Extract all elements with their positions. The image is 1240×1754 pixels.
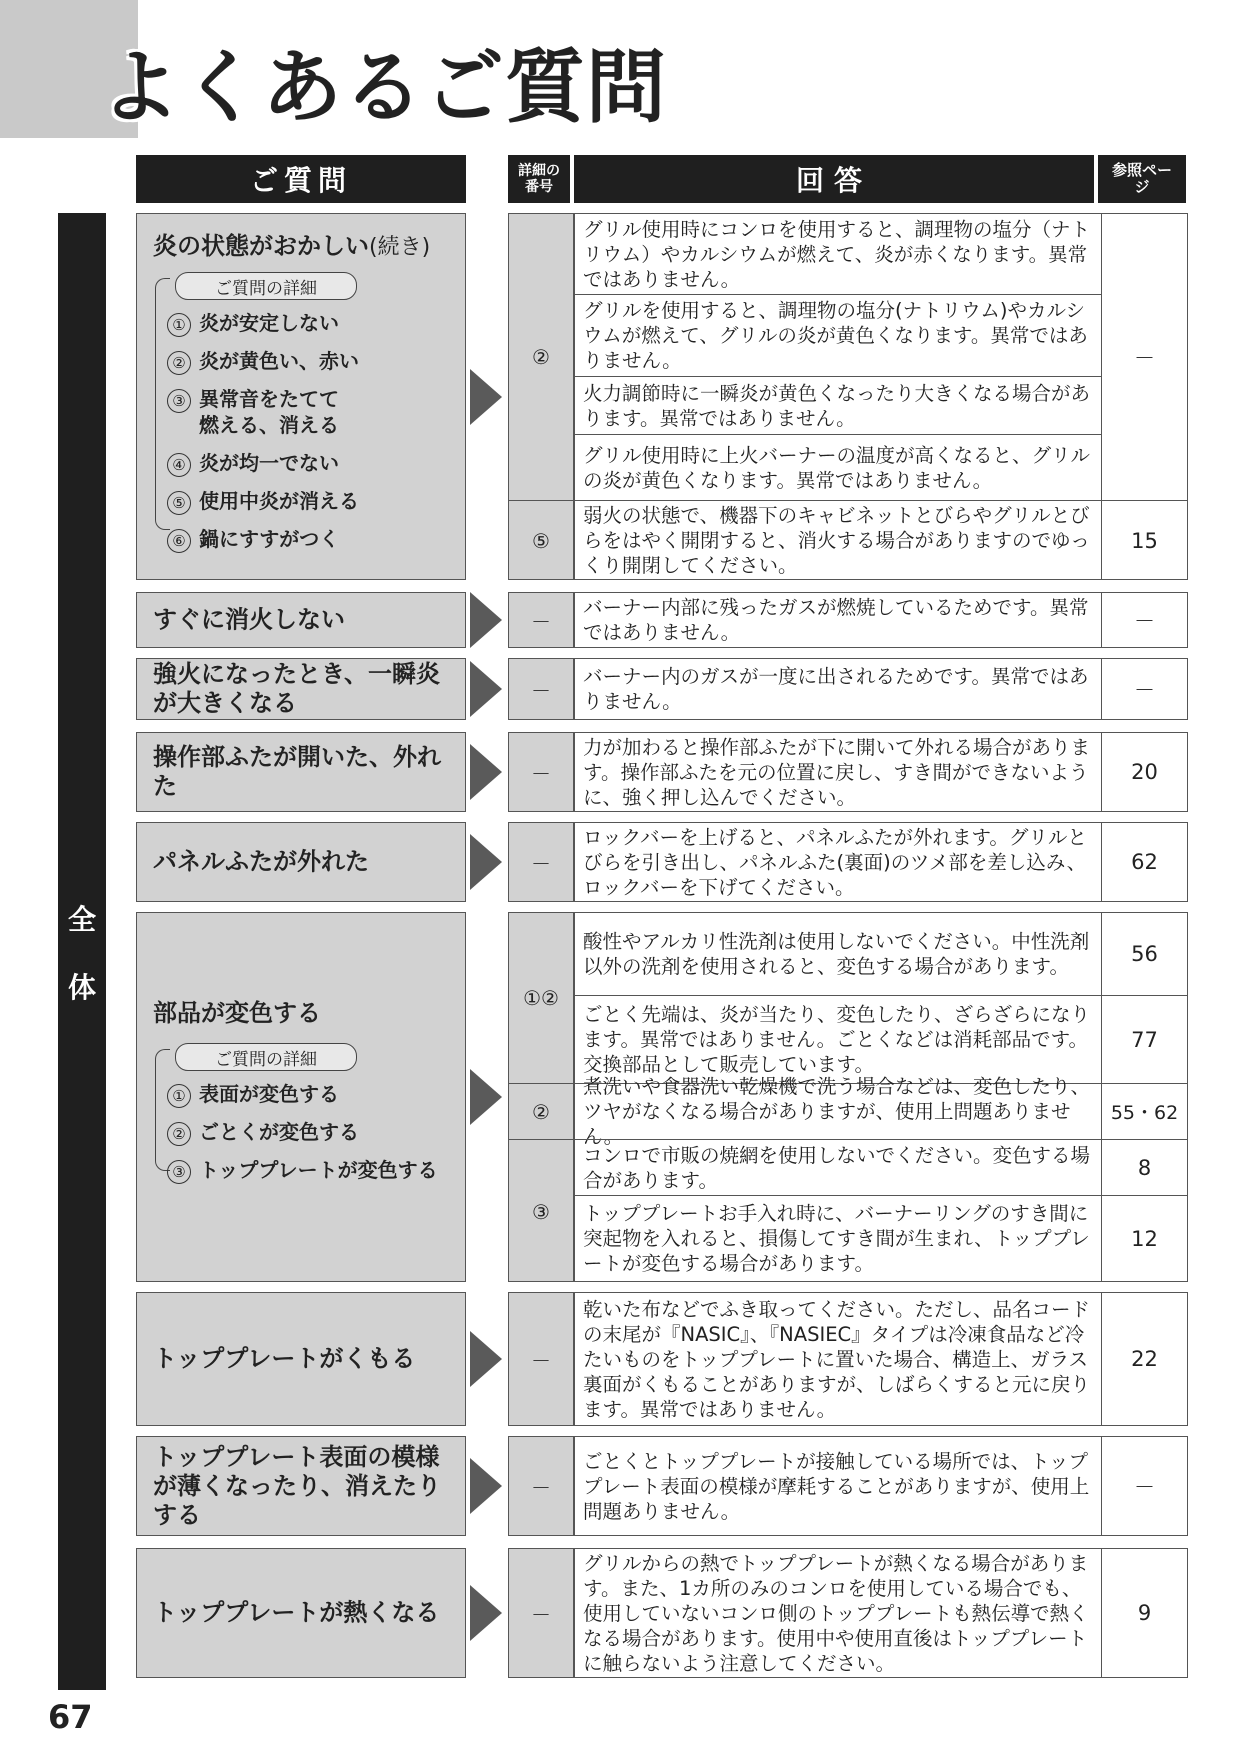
detail-no: － — [508, 1292, 574, 1426]
detail-no: － — [508, 732, 574, 812]
side-label — [58, 213, 106, 1690]
detail-no: － — [508, 658, 574, 720]
faq-flame-flare — [136, 658, 1186, 720]
question-text: トッププレートがくもる — [153, 1344, 416, 1373]
detail-no: ③ — [509, 1139, 573, 1283]
ref-page: 12 — [1102, 1195, 1187, 1281]
faq-pattern-wear — [136, 1436, 1186, 1536]
ref-page: 56 — [1131, 942, 1158, 966]
detail-item — [167, 348, 359, 375]
detail-text: 使用中炎が消える — [199, 489, 359, 513]
detail-no: － — [508, 592, 574, 648]
detail-item — [167, 310, 339, 337]
question-cell — [136, 822, 466, 902]
faq-control-cover — [136, 732, 1186, 812]
detail-number: ⑤ — [167, 491, 191, 515]
question-text: トッププレート表面の模様が薄くなったり、消えたりする — [153, 1442, 441, 1529]
answer-text: バーナー内のガスが一度に出されるためです。異常ではありません。 — [583, 665, 1089, 713]
ref-page: 20 — [1131, 760, 1158, 784]
answer-text: 酸性やアルカリ性洗剤は使用しないでください。中性洗剤以外の洗剤を使用されると、変色する場合があります。 — [583, 930, 1090, 978]
ref-page: 55・62 — [1102, 1083, 1187, 1139]
answer-text: グリル使用時にコンロを使用すると、調理物の塩分（ナトリウム）やカルシウムが燃えて、炎が赤くなります。異常ではありません。 — [583, 217, 1091, 291]
detail-item — [167, 450, 339, 477]
detail-number: ② — [167, 351, 191, 375]
page-number: 67 — [48, 1698, 93, 1736]
detail-item — [167, 1157, 438, 1184]
question-text: トッププレートが熱くなる — [153, 1598, 440, 1627]
answer-text: グリルからの熱でトッププレートが熱くなる場合があります。また、1カ所のみのコンロを使用している場合でも、使用していないコンロ側のトッププレートも熱伝導で熱くなる場合があります。使用中や使用直後はトッププレートに触らないよう注意してください。 — [583, 1551, 1089, 1675]
detail-no-cell — [508, 213, 574, 580]
ref-cell — [1102, 912, 1188, 1282]
question-text: すぐに消火しない — [153, 605, 345, 634]
detail-no: ② — [532, 345, 550, 369]
side-label-char: 体 — [67, 970, 96, 1004]
detail-text: トッププレートが変色する — [199, 1158, 438, 1182]
ref-cell — [1102, 1292, 1188, 1426]
answer-cell — [574, 592, 1102, 648]
answer-cell — [574, 822, 1102, 902]
arrow-icon — [470, 1331, 502, 1387]
faq-discoloration — [136, 912, 1186, 1282]
arrow-icon — [470, 1069, 502, 1125]
ref-page: 62 — [1131, 850, 1158, 874]
arrow-icon — [470, 592, 502, 648]
detail-bracket — [155, 1049, 170, 1171]
question-suffix: (続き) — [369, 235, 431, 260]
arrow-icon — [470, 1585, 502, 1641]
side-label-char: 全 — [67, 902, 96, 936]
detail-text: 鍋にすすがつく — [199, 527, 340, 551]
question-cell — [136, 592, 466, 648]
detail-no: － — [508, 822, 574, 902]
detail-number: ③ — [167, 1160, 191, 1184]
question-cell — [136, 1548, 466, 1678]
answer-cell — [574, 1292, 1102, 1426]
ref-cell — [1102, 213, 1188, 580]
detail-no: － — [508, 1548, 574, 1678]
detail-no-cell — [508, 912, 574, 1282]
ref-page: 15 — [1102, 500, 1187, 580]
answer-text: ロックバーを上げると、パネルふたが外れます。グリルとびらを引き出し、パネルふた(裏面)のツメ部を差し込み、ロックバーを下げてください。 — [583, 825, 1087, 899]
faq-panel-cover — [136, 822, 1186, 902]
ref-page: 77 — [1102, 995, 1187, 1083]
faq-top-plate-hot — [136, 1548, 1186, 1678]
detail-number: ⑥ — [167, 529, 191, 553]
answer-cell — [574, 1548, 1102, 1678]
detail-item — [167, 1081, 339, 1108]
answer-text: 煮洗いや食器洗い乾燥機で洗う場合などは、変色したり、ツヤがなくなる場合がありますが、使用上問題ありません。 — [575, 1083, 1101, 1139]
arrow-icon — [470, 1458, 502, 1514]
faq-flame-state — [136, 213, 1186, 580]
detail-item — [167, 386, 339, 413]
header-question: ご質問 — [136, 155, 466, 203]
detail-text: 表面が変色する — [199, 1082, 339, 1106]
detail-no: ② — [509, 1083, 573, 1139]
answer-text: コンロで市販の焼網を使用しないでください。変色する場合があります。 — [575, 1139, 1101, 1195]
detail-text: 炎が安定しない — [199, 311, 339, 335]
question-cell — [136, 658, 466, 720]
answer-text: ごとくとトッププレートが接触している場所では、トッププレート表面の模様が摩耗することがありますが、使用上問題ありません。 — [583, 1449, 1090, 1523]
answer-text: 火力調節時に一瞬炎が黄色くなったり大きくなる場合があります。異常ではありません。 — [575, 376, 1101, 434]
answer-text: 弱火の状態で、機器下のキャビネットとびらやグリルとびらをはやく開閉すると、消火する場合がありますのでゆっくり開閉してください。 — [575, 500, 1101, 580]
arrow-icon — [470, 661, 502, 717]
answer-text: ごとく先端は、炎が当たり、変色したり、ざらざらになります。異常ではありません。ごとくなどは消耗部品です。交換部品として販売しています。 — [575, 995, 1101, 1083]
answer-text: バーナー内部に残ったガスが燃焼しているためです。異常ではありません。 — [583, 596, 1089, 644]
ref-page: 22 — [1131, 1347, 1158, 1371]
detail-number: ① — [167, 1084, 191, 1108]
faq-no-extinguish — [136, 592, 1186, 648]
header-detail-no: 詳細の番号 — [508, 155, 570, 203]
ref-page: 9 — [1137, 1601, 1152, 1625]
ref-cell — [1102, 592, 1188, 648]
ref-page: － — [1134, 678, 1155, 702]
ref-cell — [1102, 732, 1188, 812]
detail-text: ごとくが変色する — [199, 1120, 359, 1144]
ref-page: － — [1134, 346, 1155, 370]
ref-cell — [1102, 1436, 1188, 1536]
detail-item-cont: 燃える、消える — [199, 413, 339, 437]
answer-text: グリルを使用すると、調理物の塩分(ナトリウム)やカルシウムが燃えて、グリルの炎が黄色くなります。異常ではありません。 — [575, 294, 1101, 376]
answer-text: グリル使用時に上火バーナーの温度が高くなると、グリルの炎が黄色くなります。異常ではありません。 — [575, 434, 1101, 500]
detail-number: ① — [167, 313, 191, 337]
ref-cell — [1102, 658, 1188, 720]
detail-label: ご質問の詳細 — [175, 272, 357, 300]
answer-cell — [574, 1436, 1102, 1536]
header-answer: 回答 — [574, 155, 1094, 203]
arrow-icon — [470, 369, 502, 425]
detail-item — [167, 1119, 359, 1146]
question-cell — [136, 213, 466, 580]
detail-item — [167, 526, 339, 553]
ref-page: － — [1134, 609, 1155, 633]
detail-label: ご質問の詳細 — [175, 1043, 357, 1071]
detail-text: 炎が黄色い、赤い — [199, 349, 359, 373]
faq-top-plate-fog — [136, 1292, 1186, 1426]
answer-text: 力が加わると操作部ふたが下に開いて外れる場合があります。操作部ふたを元の位置に戻し、すき間ができないように、強く押し込んでください。 — [583, 735, 1091, 809]
answer-cell — [574, 732, 1102, 812]
question-text: 操作部ふたが開いた、外れた — [153, 743, 441, 800]
detail-text: 異常音をたてて — [199, 387, 339, 411]
ref-page: － — [1134, 1475, 1155, 1499]
answer-cell — [574, 213, 1102, 580]
detail-no: ①② — [523, 986, 559, 1010]
question-cell — [136, 1292, 466, 1426]
detail-item — [167, 488, 359, 515]
answer-cell — [574, 658, 1102, 720]
question-text: 強火になったとき、一瞬炎が大きくなる — [153, 660, 441, 717]
answer-text: トッププレートお手入れ時に、バーナーリングのすき間に突起物を入れると、損傷してすき間が生まれ、トッププレートが変色する場合があります。 — [575, 1195, 1101, 1281]
ref-page: 8 — [1102, 1139, 1187, 1195]
detail-number: ③ — [167, 389, 191, 413]
detail-number: ④ — [167, 453, 191, 477]
ref-cell — [1102, 822, 1188, 902]
question-cell — [136, 912, 466, 1282]
answer-text: 乾いた布などでふき取ってください。ただし、品名コードの末尾が『NASIC』、『NASIEC』タイプは冷凍食品など冷たいものをトッププレートに置いた場合、構造上、ガラス裏面がくもることがありますが、しばらくすると元に戻ります。異常ではありません。 — [583, 1297, 1091, 1421]
question-cell — [136, 732, 466, 812]
detail-no: － — [508, 1436, 574, 1536]
detail-no: ⑤ — [509, 500, 573, 580]
page-title: よくあるご質問 — [100, 41, 667, 134]
detail-text: 炎が均一でない — [199, 451, 339, 475]
detail-number: ② — [167, 1122, 191, 1146]
answer-cell — [574, 912, 1102, 1282]
question-main: 炎の状態がおかしい — [153, 232, 369, 260]
question-cell — [136, 1436, 466, 1536]
arrow-icon — [470, 744, 502, 800]
arrow-icon — [470, 834, 502, 890]
ref-cell — [1102, 1548, 1188, 1678]
question-text — [153, 226, 430, 261]
question-text: 部品が変色する — [153, 999, 321, 1027]
header-ref-page: 参照ページ — [1098, 155, 1186, 203]
question-text: パネルふたが外れた — [153, 847, 369, 876]
